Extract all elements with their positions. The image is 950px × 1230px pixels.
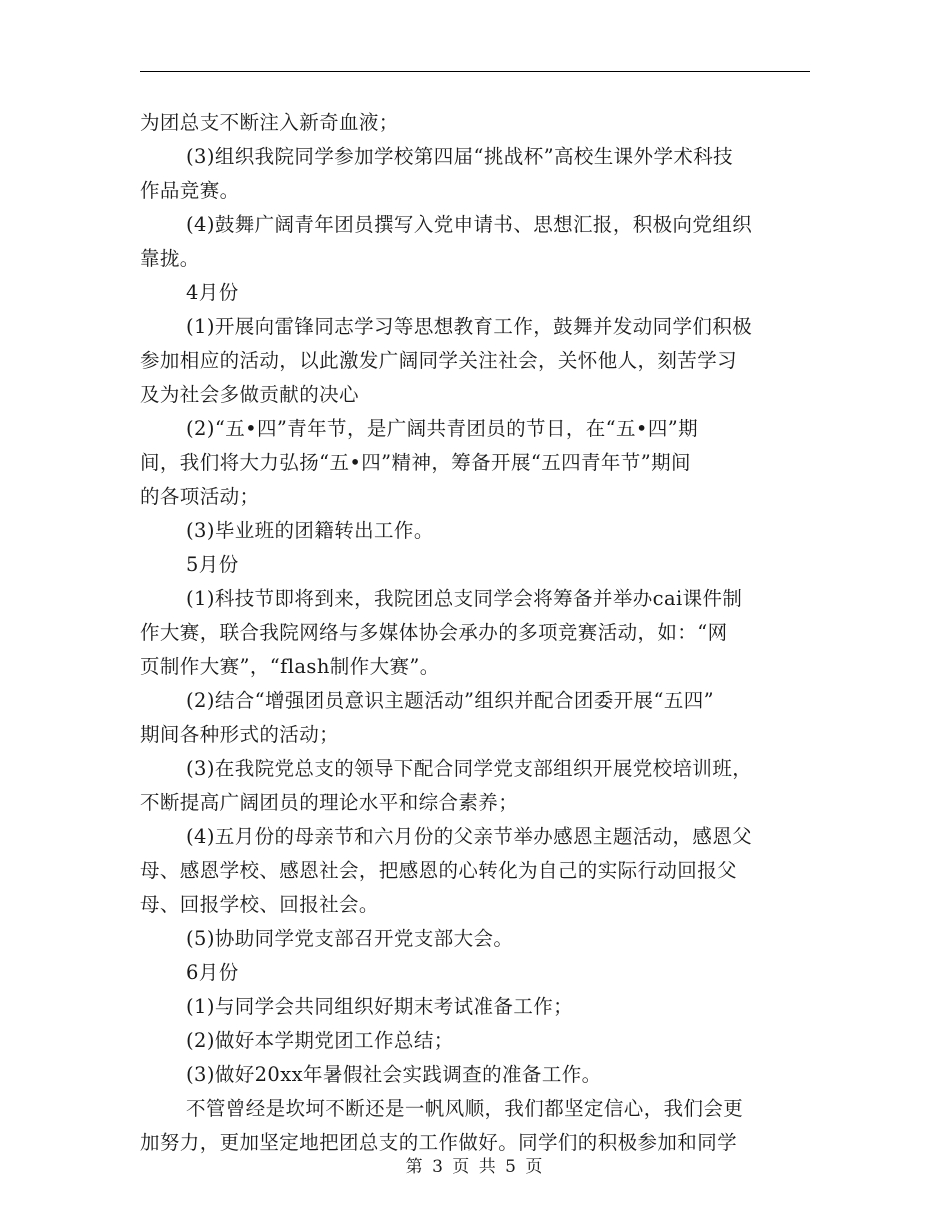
text-line: (5)协助同学党支部召开党支部大会。: [186, 927, 514, 950]
text-line: 4月份: [186, 281, 239, 304]
text-line: (2)结合“增强团员意识主题活动”组织并配合团委开展“五四”: [186, 689, 714, 712]
text-line: (3)在我院党总支的领导下配合同学党支部组织开展党校培训班，: [186, 757, 753, 780]
text-line: 不管曾经是坎坷不断还是一帆风顺，我们都坚定信心，我们会更: [186, 1097, 744, 1120]
text-line: (4)鼓舞广阔青年团员撰写入党申请书、思想汇报，积极向党组织: [186, 213, 753, 236]
text-line: (1)开展向雷锋同志学习等思想教育工作，鼓舞并发动同学们积极: [186, 315, 753, 338]
text-line: 6月份: [186, 961, 239, 984]
body-text: [140, 106, 810, 1160]
text-line: 5月份: [186, 553, 239, 576]
page-footer: 第 3 页 共 5 页: [405, 1157, 545, 1177]
text-line: (4)五月份的母亲节和六月份的父亲节举办感恩主题活动，感恩父: [186, 825, 753, 848]
text-line: 参加相应的活动，以此激发广阔同学关注社会，关怀他人，刻苦学习: [140, 349, 738, 372]
text-line: (3)毕业班的团籍转出工作。: [186, 519, 434, 542]
text-line: 加努力，更加坚定地把团总支的工作做好。同学们的积极参加和同学: [140, 1131, 738, 1154]
text-line: (1)科技节即将到来，我院团总支同学会将筹备并举办cai课件制: [186, 587, 743, 610]
text-line: (3)做好20xx年暑假社会实践调查的准备工作。: [186, 1063, 602, 1086]
header-rule: [140, 71, 810, 72]
text-line: 的各项活动；: [140, 485, 260, 508]
text-line: 及为社会多做贡献的决心: [140, 383, 359, 406]
text-line: (3)组织我院同学参加学校第四届“挑战杯”高校生课外学术科技: [186, 145, 734, 168]
text-line: (2)“五•四”青年节，是广阔共青团员的节日，在“五•四”期: [186, 417, 699, 440]
text-line: 期间各种形式的活动；: [140, 723, 340, 746]
text-line: 页制作大赛”，“flash制作大赛”。: [140, 655, 440, 678]
text-line: 靠拢。: [140, 247, 200, 270]
text-line: 为团总支不断注入新奇血液；: [140, 111, 399, 134]
text-line: 间，我们将大力弘扬“五•四”精神，筹备开展“五四青年节”期间: [140, 451, 691, 474]
text-line: 母、回报学校、回报社会。: [140, 893, 379, 916]
text-line: 母、感恩学校、感恩社会，把感恩的心转化为自己的实际行动回报父: [140, 859, 738, 882]
text-line: 不断提高广阔团员的理论水平和综合素养；: [140, 791, 519, 814]
text-line: (1)与同学会共同组织好期末考试准备工作；: [186, 995, 574, 1018]
text-line: 作大赛，联合我院网络与多媒体协会承办的多项竞赛活动，如：“网: [140, 621, 728, 644]
text-line: 作品竞赛。: [140, 179, 240, 202]
text-line: (2)做好本学期党团工作总结；: [186, 1029, 454, 1052]
